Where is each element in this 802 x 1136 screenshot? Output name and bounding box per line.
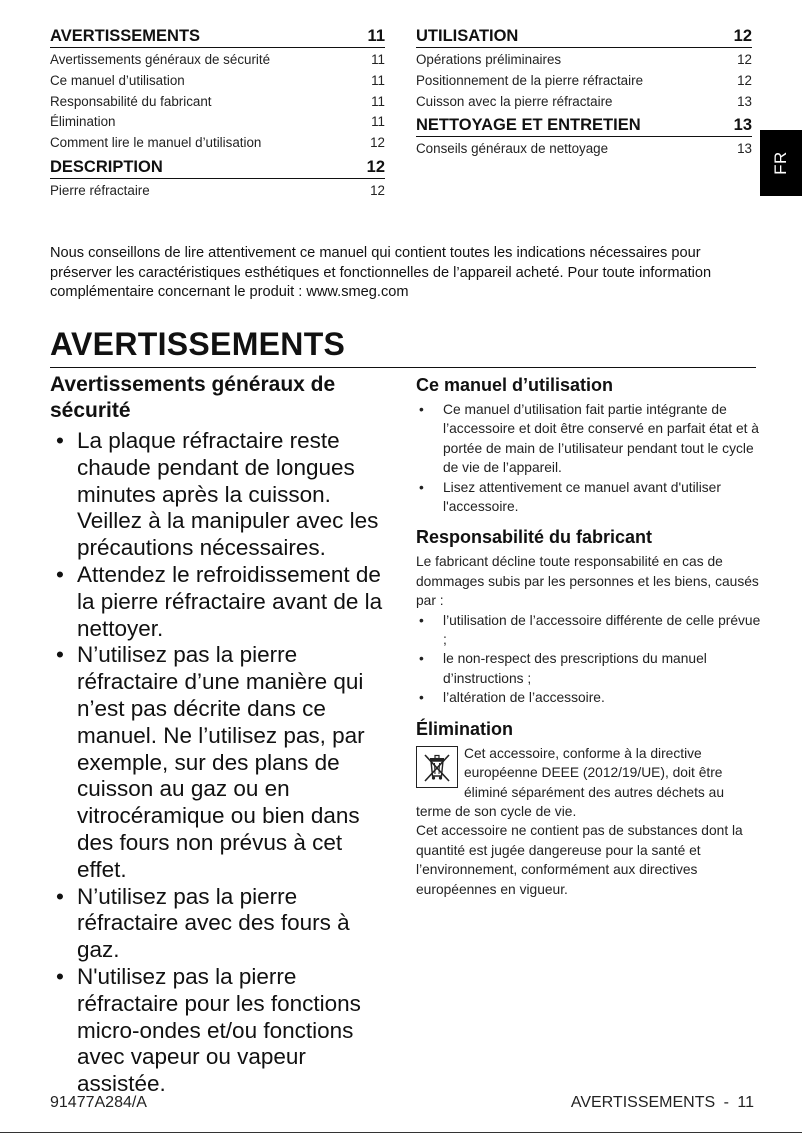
manual-list (416, 400, 761, 516)
left-column (50, 372, 395, 1098)
manual-bullet: • Lisez attentivement ce manuel avant d'utiliser l'accessoire. (416, 478, 761, 517)
toc-item-page: 13 (737, 93, 752, 109)
toc-item[interactable] (50, 71, 385, 92)
liability-bullet: • l’altération de l’accessoire. (416, 688, 761, 707)
toc-item-label: Responsabilité du fabricant (50, 93, 212, 109)
footer-document-code: 91477A284/A (50, 1094, 147, 1111)
toc-item-label: Comment lire le manuel d’utilisation (50, 135, 262, 151)
manual-heading: Ce manuel d’utilisation (416, 375, 614, 395)
toc-section-description[interactable] (50, 157, 385, 179)
toc-item-label: Opérations préliminaires (416, 52, 562, 67)
toc-item-label: Pierre réfractaire (50, 182, 150, 198)
toc-section-nettoyage[interactable] (416, 115, 752, 137)
toc-item[interactable] (50, 50, 385, 71)
toc-item-page: 12 (737, 72, 752, 88)
toc-item-label: Ce manuel d’utilisation (50, 72, 185, 88)
footer-page-info (571, 1093, 754, 1113)
page-title: AVERTISSEMENTS (50, 326, 346, 362)
toc-item[interactable] (50, 92, 385, 113)
toc-section-page: 11 (367, 27, 385, 45)
toc-item-page: 13 (737, 141, 752, 157)
toc-item[interactable] (416, 50, 752, 71)
safety-heading: Avertissements généraux de sécurité (50, 373, 336, 422)
toc-item[interactable] (50, 181, 385, 202)
bottom-divider (0, 1132, 802, 1133)
footer-section: AVERTISSEMENTS (570, 1094, 716, 1111)
language-label: FR (770, 151, 790, 175)
toc-item[interactable] (416, 139, 752, 160)
liability-bullet: • le non-respect des prescriptions du manuel d’instructions ; (416, 649, 761, 688)
disposal-text-1: Cet accessoire, conforme à la directive européenne DEEE (2012/19/UE), doit être éliminé séparément des autres déchets au terme de son cycle de vie. (416, 745, 724, 819)
safety-bullet: • Attendez le refroidissement de la pierre réfractaire avant de la nettoyer. (50, 562, 395, 642)
toc-item[interactable] (416, 92, 752, 113)
liability-text: Le fabricant décline toute responsabilité en cas de dommages subis par les personnes et les biens, causés par : (416, 554, 759, 609)
weee-crossed-bin-icon (416, 746, 458, 788)
liability-list (416, 611, 761, 708)
safety-bullet: • N’utilisez pas la pierre réfractaire d’une manière qui n’est pas décrite dans ce manuel. Ne l’utilisez pas, par exemple, sur des plans de cuisson au gaz ou en vitrocéramique ou bien dans des fours non prévus à cet effet. (50, 642, 395, 883)
toc-section-label: DESCRIPTION (50, 157, 163, 176)
toc-item-page: 11 (371, 93, 385, 109)
toc-item-label: Conseils généraux de nettoyage (416, 141, 609, 157)
disposal-block (416, 744, 761, 899)
toc-section-label: UTILISATION (416, 27, 519, 45)
toc-item-page: 11 (371, 114, 385, 130)
toc-section-avertissements[interactable] (50, 26, 385, 48)
toc-item[interactable] (50, 133, 385, 154)
toc-item-page: 12 (370, 182, 385, 198)
toc-section-page: 13 (733, 116, 752, 135)
liability-bullet: • l’utilisation de l’accessoire différente de celle prévue ; (416, 611, 761, 650)
toc-section-label: AVERTISSEMENTS (50, 27, 201, 45)
language-tab (760, 130, 802, 196)
safety-bullet: • La plaque réfractaire reste chaude pendant de longues minutes après la cuisson. Veillez à la manipuler avec les précautions nécessaires. (50, 428, 395, 562)
toc-item-label: Avertissements généraux de sécurité (50, 52, 271, 67)
toc-item-page: 12 (370, 135, 385, 151)
toc-section-page: 12 (733, 27, 752, 45)
toc-right-column (416, 26, 752, 160)
liability-heading: Responsabilité du fabricant (416, 527, 653, 548)
toc-left-column (50, 26, 385, 202)
toc-section-utilisation[interactable] (416, 26, 752, 48)
right-column (416, 372, 761, 899)
toc-item-page: 11 (371, 52, 385, 67)
safety-bullet: • N’utilisez pas la pierre réfractaire avec des fours à gaz. (50, 884, 395, 964)
toc-item-page: 12 (737, 52, 752, 67)
manual-bullet: • Ce manuel d’utilisation fait partie intégrante de l’accessoire et doit être conservé en parfait état et à portée de main de l’utilisateur pendant tout le cycle de vie de l’appareil. (416, 400, 761, 478)
toc-section-page: 12 (366, 157, 385, 176)
toc-item[interactable] (50, 112, 385, 133)
toc-item-page: 11 (371, 72, 385, 88)
safety-list (50, 428, 395, 1098)
toc-section-label: NETTOYAGE ET ENTRETIEN (416, 116, 641, 135)
intro-paragraph: Nous conseillons de lire attentivement ce manuel qui contient toutes les indications nécessaires pour préserver les caractéristiques esthétiques et fonctionnelles de l’appareil acheté. Pour toute information complémentaire concernant le produit : www.smeg.com (50, 245, 712, 300)
disposal-text-2: Cet accessoire ne contient pas de substances dont la quantité est jugée dangereuse pour la santé et l’environnement, conformément aux directives européennes en vigueur. (416, 823, 743, 897)
disposal-heading: Élimination (416, 718, 514, 739)
footer-page-number: 11 (737, 1094, 754, 1111)
toc-item[interactable] (416, 71, 752, 92)
footer-separator: - (723, 1094, 729, 1111)
safety-bullet: • N'utilisez pas la pierre réfractaire pour les fonctions micro-ondes et/ou fonctions avec vapeur ou vapeur assistée. (50, 964, 395, 1098)
toc-item-label: Élimination (50, 114, 116, 130)
toc-item-label: Positionnement de la pierre réfractaire (416, 72, 644, 88)
toc-item-label: Cuisson avec la pierre réfractaire (416, 93, 613, 109)
title-divider (50, 367, 756, 368)
